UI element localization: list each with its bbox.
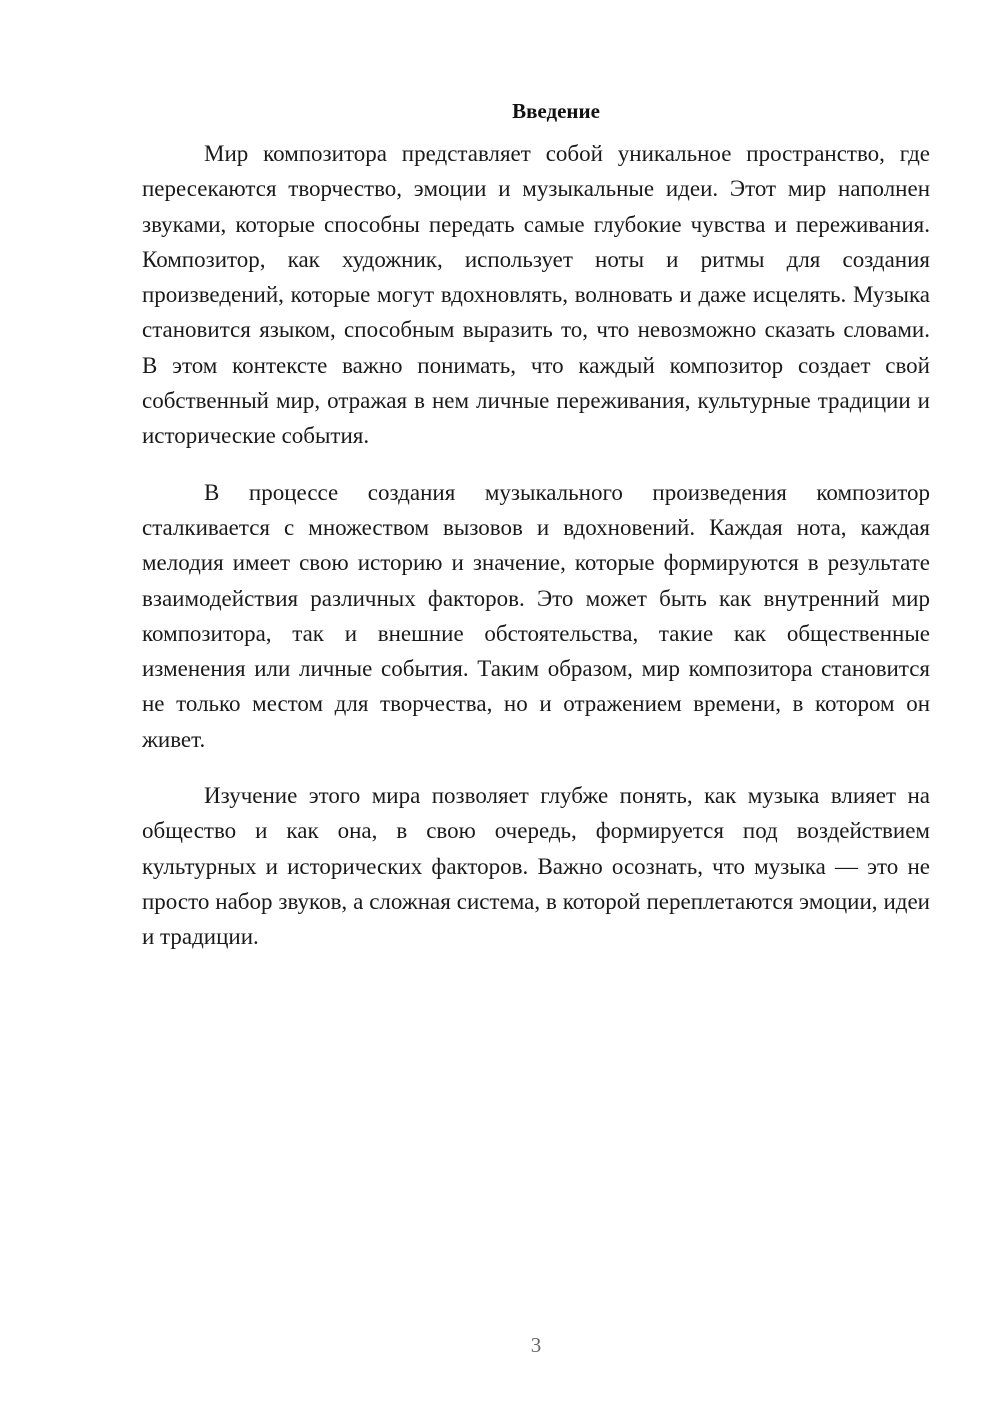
- paragraph-1: Мир композитора представляет собой уникальное пространство, где пересекаются творчество, эмоции и музыкальные идеи. Этот мир наполнен звуками, которые способны передать самые глубокие чувства и переживания. Композитор, как художник, использует ноты и ритмы для создания произведений, которые могут вдохновлять, волновать и даже исцелять. Музыка становится языком, способным выразить то, что невозможно сказать словами. В этом контексте важно понимать, что каждый композитор создает свой собственный мир, отражая в нем личные переживания, культурные традиции и исторические события.: [142, 141, 930, 449]
- paragraph-3: Изучение этого мира позволяет глубже понять, как музыка влияет на общество и как она, в свою очередь, формируется под воздействием культурных и исторических факторов. Важно осознать, что музыка — это не просто набор звуков, а сложная система, в которой переплетаются эмоции, идеи и традиции.: [142, 783, 930, 950]
- section-heading: Введение: [512, 99, 600, 123]
- page-content: [142, 92, 930, 976]
- paragraph-2: В процессе создания музыкального произведения композитор сталкивается с множеством вызовов и вдохновений. Каждая нота, каждая мелодия имеет свою историю и значение, которые формируются в результате взаимодействия различных факторов. Это может быть как внутренний мир композитора, так и внешние обстоятельства, такие как общественные изменения или личные события. Таким образом, мир композитора становится не только местом для творчества, но и отражением времени, в котором он живет.: [142, 479, 930, 752]
- page-number: 3: [530, 1333, 542, 1357]
